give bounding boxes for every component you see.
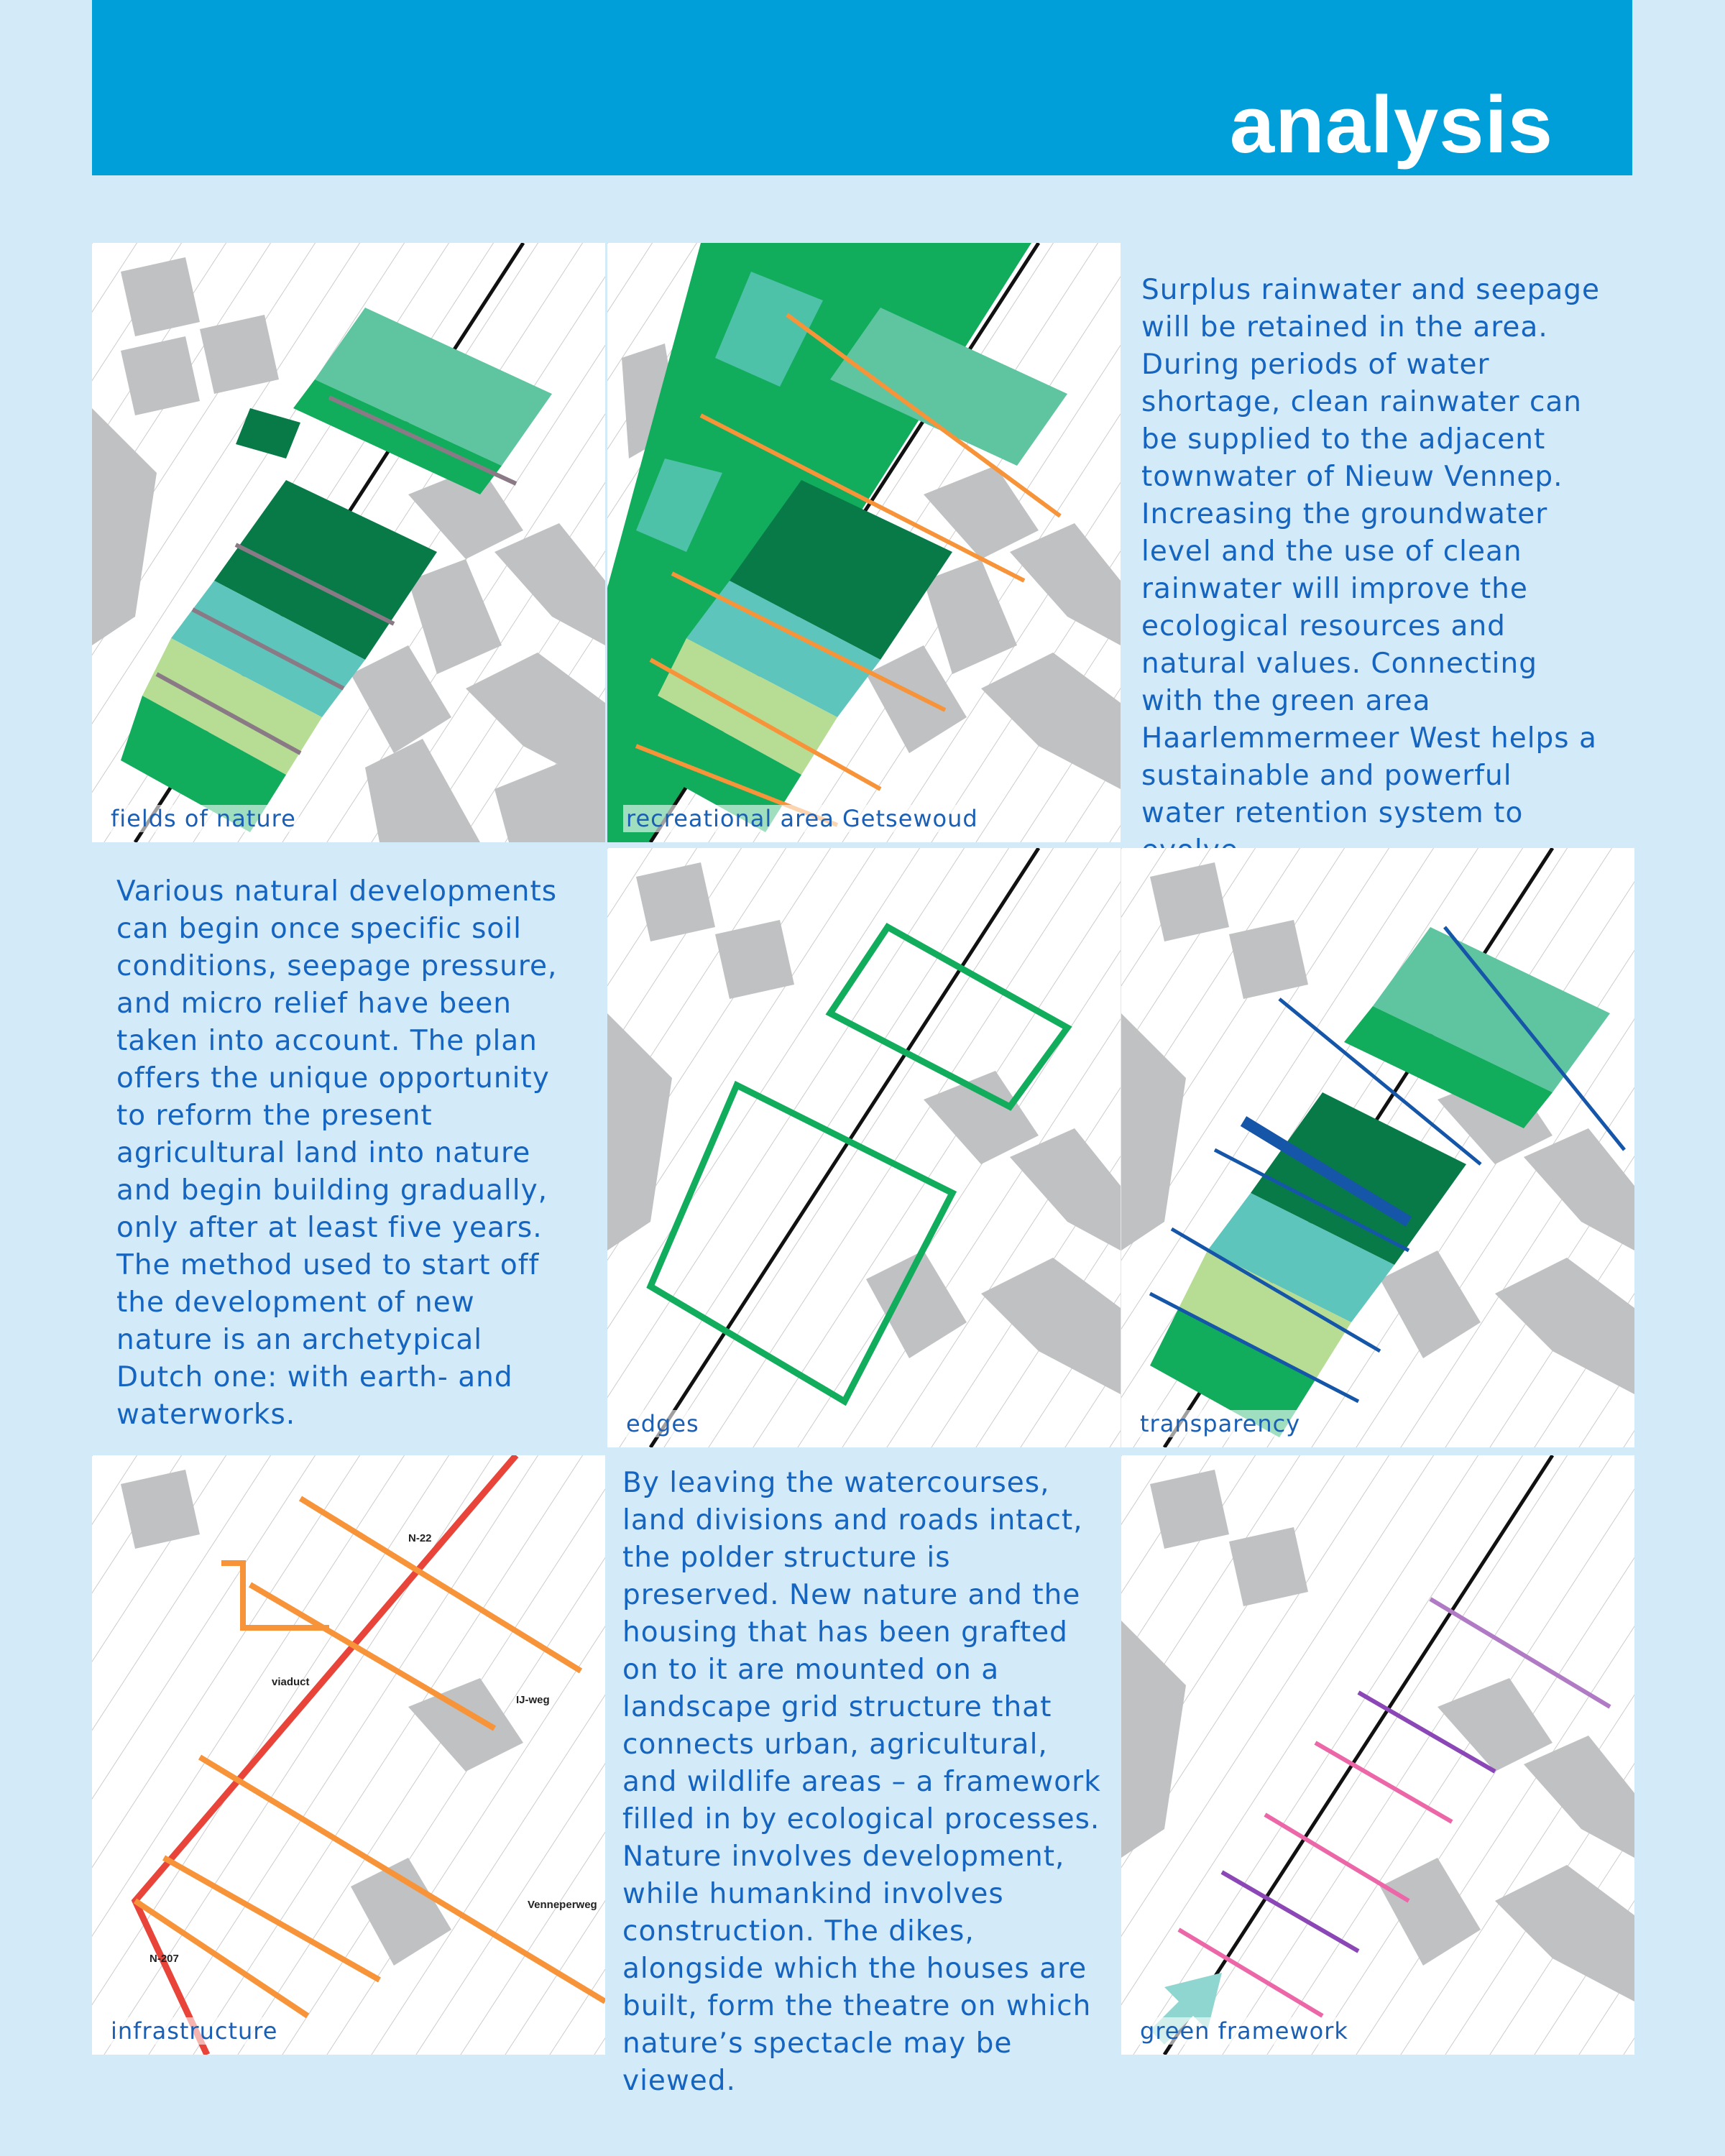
- label-venneperweg: Venneperweg: [528, 1899, 597, 1911]
- text-natural-developments: Various natural developments can begin once specific soil conditions, seepage pressure, and micro relief have been taken into account. The plan offers the unique opportunity to reform the present agricultural land into nature and begin building gradually, only after at least five years. The method used to start off the development of new nature is an archetypical Dutch one: with earth- and waterworks.: [116, 875, 558, 1431]
- caption-transparency: transparency: [1137, 1410, 1303, 1437]
- label-viaduct: viaduct: [272, 1676, 310, 1688]
- text-rainwater: Surplus rainwater and seepage will be retained in the area. During periods of water shortage, clean rainwater can be supplied to the adjacent townwater of Nieuw Vennep. Increasing the groundwater level and the use of clean rainwater will improve the ecological resources and natural values. Connecting with the green area Haarlemmermeer West helps a sustainable and powerful water retention system to: [1141, 274, 1601, 829]
- label-ijweg: IJ-weg: [516, 1694, 550, 1706]
- label-n22: N-22: [408, 1532, 432, 1544]
- map-infrastructure-svg: [92, 1455, 605, 2055]
- map-transparency-svg: [1121, 848, 1634, 1447]
- page-title: analysis: [1229, 80, 1553, 170]
- map-transparency: [1121, 848, 1634, 1447]
- map-fields-of-nature: [92, 243, 605, 842]
- label-n207: N-207: [150, 1953, 179, 1965]
- map-recreational-svg: [607, 243, 1121, 842]
- map-infrastructure: [92, 1455, 605, 2055]
- text-polder-structure: By leaving the watercourses, land divisions and roads intact, the polder structure is preserved. New nature and the housing that has been grafted on to it are mounted on a landscape grid structure that connects urban, agricultural, and wildlife areas – a framework filled in by ecological processes. Nature involves development, while humankind involves construction. The dikes, alongside which the houses are built, form the theatre on which nature’s spectacle may be viewed.: [622, 1467, 1101, 2097]
- map-edges-svg: [607, 848, 1121, 1447]
- map-green-svg: [1121, 1455, 1634, 2055]
- caption-fields-of-nature: fields of nature: [108, 805, 299, 832]
- map-fields-svg: [92, 243, 605, 842]
- caption-green-framework: green framework: [1137, 2017, 1351, 2045]
- caption-infrastructure: infrastructure: [108, 2017, 280, 2045]
- map-edges: [607, 848, 1121, 1447]
- map-recreational-area: [607, 243, 1121, 842]
- caption-recreational-area: recreational area Getsewoud: [623, 805, 981, 832]
- map-green-framework: [1121, 1455, 1634, 2055]
- page-header: [92, 0, 1632, 175]
- caption-edges: edges: [623, 1410, 702, 1437]
